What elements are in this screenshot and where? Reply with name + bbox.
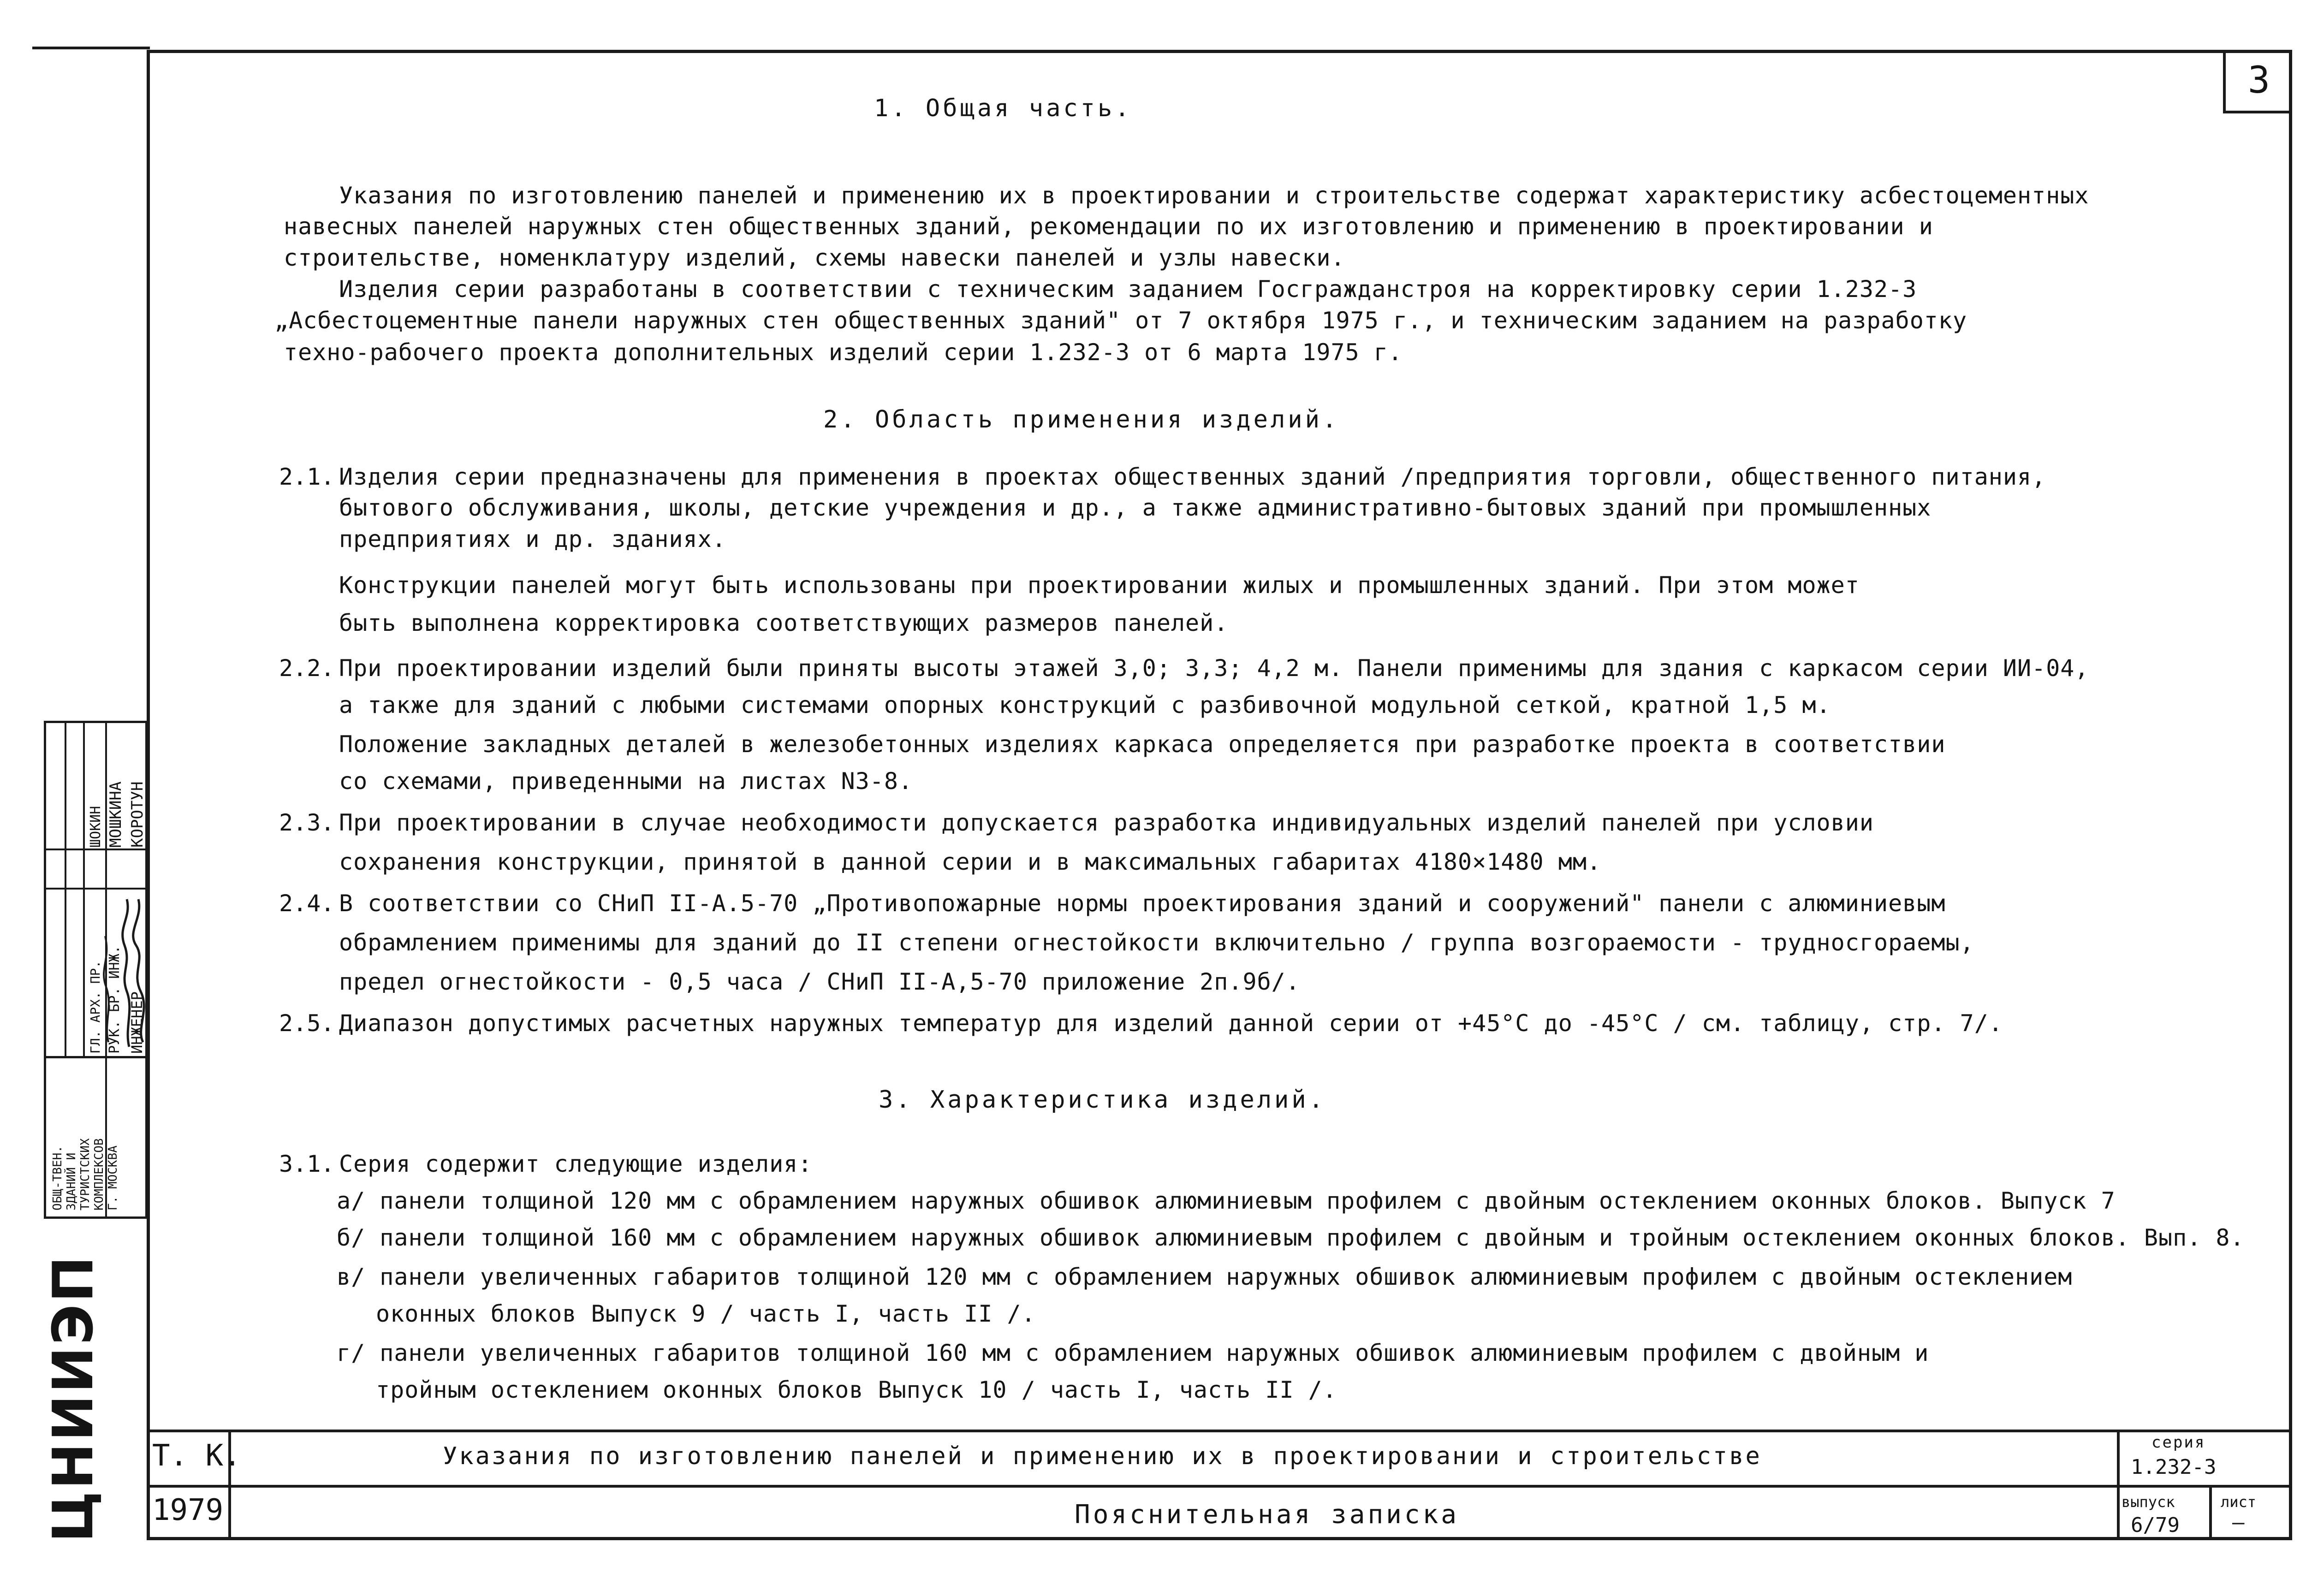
s2-line: обрамлением применимы для зданий до II степени огнестойкости включительно / группа возгораемости - трудносгораемы, [339, 929, 1974, 956]
s3-list-item: б/ панели толщиной 160 мм с обрамлением наружных обшивок алюминиевым профилем с двойным и тройным остеклением оконных блоков. Вып. 8. [337, 1224, 2245, 1251]
item-number: 2.2. [279, 655, 335, 682]
item-number: 2.1. [279, 463, 335, 490]
stamp-row-line [44, 888, 148, 890]
s2-line: предприятиях и др. зданиях. [339, 526, 726, 552]
stamp-org-line: Г. МОСКВА [106, 1145, 120, 1210]
s2-line: сохранения конструкции, принятой в данной серии и в максимальных габаритах 4180×1480 мм. [339, 848, 1602, 875]
s2-line: а также для зданий с любыми системами опорных конструкций с разбивочной модульной сеткой, кратной 1,5 м. [339, 692, 1831, 718]
s2-line: Положение закладных деталей в железобетонных изделиях каркаса определяется при разработке проекта в соответствии [339, 731, 1946, 758]
s1-line: техно-рабочего проекта дополнительных изделий серии 1.232-3 от 6 марта 1975 г. [284, 339, 1403, 366]
title-block-title: Указания по изготовлению панелей и применению их в проектировании и строительстве [443, 1442, 1762, 1470]
section-3-title: 3. Характеристика изделий. [879, 1086, 1326, 1114]
s1-line: Изделия серии разработаны в соответствии с техническим заданием Госгражданстроя на корректировку серии 1.232-3 [339, 276, 1917, 303]
stamp-role: РУК. БР. ИНЖ. [107, 945, 123, 1054]
stamp-org-line: ЗДАНИЙ И [65, 1152, 78, 1210]
institute-logo: ЦНИИЭП [42, 1254, 106, 1543]
stamp-name: ШОКИН [88, 806, 104, 848]
item-number: 2.4. [279, 890, 335, 917]
s3-list-item: а/ панели толщиной 120 мм с обрамлением наружных обшивок алюминиевым профилем с двойным остеклением оконных блоков. Выпуск 7 [337, 1187, 2116, 1214]
title-block-divider [2209, 1485, 2212, 1540]
sheet-label: лист [2221, 1493, 2257, 1511]
series-label: серия [2151, 1433, 2206, 1452]
title-block-code: Т. К. [152, 1439, 241, 1473]
s2-line: При проектировании изделий были приняты высоты этажей 3,0; 3,3; 4,2 м. Панели применимы для здания с каркасом серии ИИ-04, [339, 655, 2089, 682]
issue-value: 6/79 [2131, 1513, 2180, 1537]
s1-line: Указания по изготовлению панелей и применению их в проектировании и строительстве содержат характеристику асбестоцементных [339, 182, 2089, 209]
section-1-title: 1. Общая часть. [874, 95, 1132, 122]
s2-line: предел огнестойкости - 0,5 часа / СНиП II-А,5-70 приложение 2п.9б/. [339, 968, 1300, 995]
s2-line: Диапазон допустимых расчетных наружных температур для изделий данной серии от +45°С до -45°С / см. таблицу, стр. 7/. [339, 1010, 2003, 1037]
stamp-org-line: ТУРИСТСКИХ [78, 1138, 92, 1210]
s2-line: Изделия серии предназначены для применения в проектах общественных зданий /предприятия торговли, общественного питания, [339, 463, 2046, 490]
s3-list-item: тройным остеклением оконных блоков Выпуск 10 / часть I, часть II /. [376, 1376, 1337, 1403]
section-2-title: 2. Область применения изделий. [823, 406, 1340, 433]
s2-line: При проектировании в случае необходимости допускается разработка индивидуальных изделий панелей при условии [339, 809, 1874, 836]
stamp-name: МОШКИНА [107, 781, 125, 848]
s3-list-item: в/ панели увеличенных габаритов толщиной 120 мм с обрамлением наружных обшивок алюминиевым профилем с двойным остеклением [337, 1264, 2073, 1290]
stamp-org-line: КОМПЛЕКСОВ [92, 1138, 106, 1210]
s3-list-item: г/ панели увеличенных габаритов толщиной 160 мм с обрамлением наружных обшивок алюминиевым профилем с двойным и [337, 1340, 1929, 1366]
title-block-year: 1979 [152, 1493, 224, 1527]
item-number: 3.1. [279, 1151, 335, 1177]
item-number: 2.3. [279, 809, 335, 836]
stamp-org-line: ОБЩ-ТВЕН. [51, 1145, 65, 1210]
series-value: 1.232-3 [2131, 1455, 2217, 1479]
s1-line: навесных панелей наружных стен общественных зданий, рекомендации по их изготовлению и применению в проектировании и [284, 213, 1933, 240]
issue-label: выпуск [2122, 1493, 2175, 1511]
s2-line: бытового обслуживания, школы, детские учреждения и др., а также административно-бытовых зданий при промышленных [339, 494, 1932, 521]
s1-line: „Асбестоцементные панели наружных стен общественных зданий" от 7 октября 1975 г., и техническим заданием на разработку [274, 307, 1967, 334]
stamp-name: КОРОТУН [128, 781, 147, 848]
item-number: 2.5. [279, 1010, 335, 1037]
top-edge-line [32, 47, 150, 49]
title-block-mid-line [147, 1485, 2292, 1488]
s3-intro: Серия содержит следующие изделия: [339, 1151, 813, 1177]
page-number: 3 [2223, 50, 2292, 113]
s2-line: Конструкции панелей могут быть использованы при проектировании жилых и промышленных зданий. При этом может [339, 572, 1860, 599]
sheet-value: — [2232, 1511, 2245, 1534]
title-block-divider [2117, 1430, 2120, 1540]
s2-line: быть выполнена корректировка соответствующих размеров панелей. [339, 610, 1229, 636]
signatures [44, 890, 148, 1056]
s2-line: В соответствии со СНиП II-А.5-70 „Противопожарные нормы проектирования зданий и сооружений" панели с алюминиевым [339, 890, 1946, 917]
s3-list-item: оконных блоков Выпуск 9 / часть I, часть II /. [376, 1300, 1036, 1327]
stamp-divider [44, 1056, 148, 1058]
stamp-row-line [44, 848, 148, 850]
s2-line: со схемами, приведенными на листах N3-8. [339, 768, 913, 795]
stamp-role: ИНЖЕНЕР [128, 991, 146, 1054]
title-block-top-line [147, 1430, 2292, 1432]
title-block-subtitle: Пояснительная записка [1075, 1500, 1460, 1530]
stamp-role: ГЛ. АРХ. ПР. [88, 960, 103, 1054]
s1-line: строительстве, номенклатуру изделий, схемы навески панелей и узлы навески. [284, 244, 1345, 271]
